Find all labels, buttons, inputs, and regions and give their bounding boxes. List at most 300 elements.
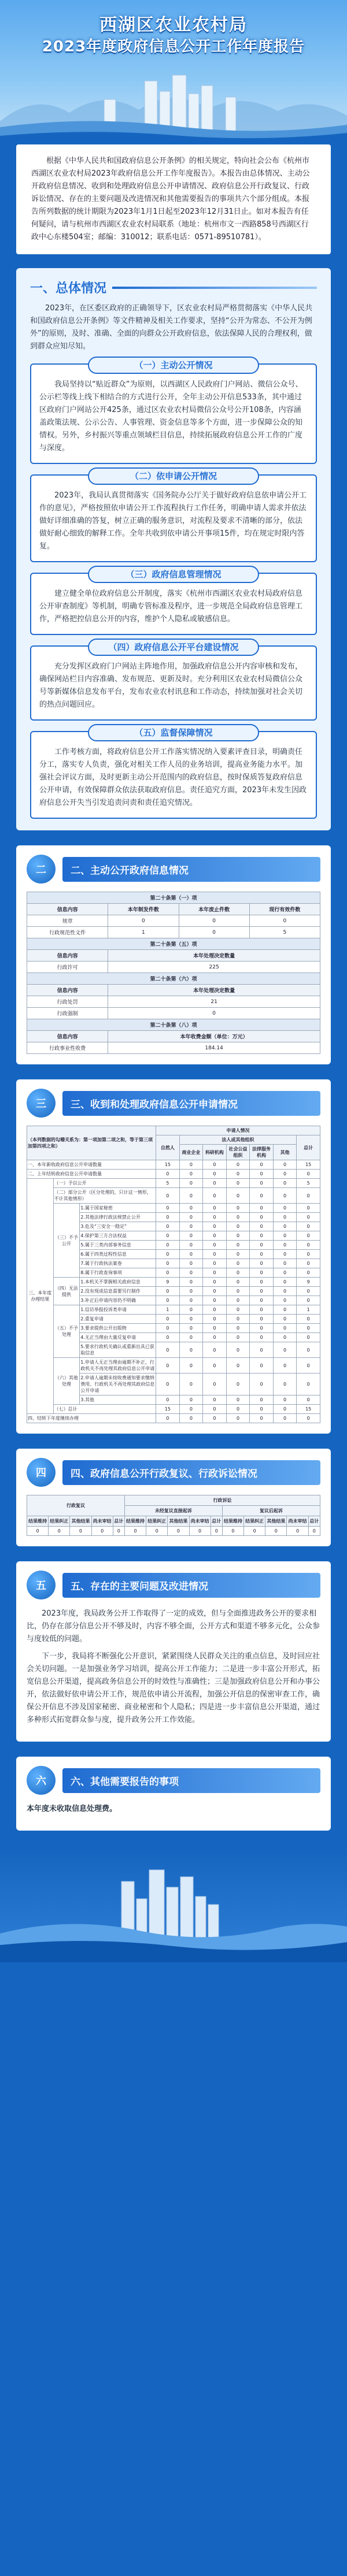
cell: 0	[179, 1213, 203, 1222]
cell: 0	[156, 1342, 180, 1358]
cell: 0	[226, 1213, 250, 1222]
cell: 0	[179, 1315, 203, 1324]
section-number-badge: 五	[27, 1571, 56, 1599]
cell: 0	[168, 1527, 189, 1536]
cell: 9	[297, 1278, 320, 1287]
cell: 行政规范性文件	[27, 927, 108, 938]
cell: 0	[297, 1241, 320, 1250]
active-disclosure-table	[27, 892, 320, 1054]
cell: 1	[108, 927, 179, 938]
cell: 0	[156, 1231, 180, 1241]
cell: 0	[203, 1405, 227, 1414]
cell: 0	[273, 1333, 297, 1342]
cell: 0	[297, 1259, 320, 1268]
card-active-disclosure	[30, 360, 317, 464]
cell: 0	[250, 1374, 274, 1395]
cell: 15	[156, 1405, 180, 1414]
card-text: 我局坚持以“贴近群众”为原则，以西湖区人民政府门户网站、微信公众号、公示栏等线上线下相结合的方式进行公开，全年主动公开信息533条，其中通过区政府门户网站公开425条，通过区农业农村局微信公众号公开108条，内容涵盖政策法规、公示公告、人事管理、资金信息等多个方面，进一步保障公众的知情权。另外，乡村振兴等重点领域栏目信息，持续拓展政府信息公开工作的广度与深度。	[39, 380, 303, 452]
row-label: 3.危及“三安全一稳定”	[80, 1222, 156, 1231]
cell: 0	[203, 1315, 227, 1324]
row-label: 7.属于行政执法案卷	[80, 1259, 156, 1268]
cell: 0	[179, 1333, 203, 1342]
row-label: 6.属于四类过程性信息	[80, 1250, 156, 1259]
cell: 0	[156, 1213, 180, 1222]
cell: 0	[273, 1358, 297, 1374]
cell: 0	[203, 1188, 227, 1204]
cell: 0	[156, 1170, 180, 1179]
cell: 0	[273, 1188, 297, 1204]
section-paragraph: 2023年度，我局政务公开工作取得了一定的成效，但与全面推进政务公开的要求相比，仍存在部分信息公开不够及时，内容不够全面，公开方式和渠道不够多元化，公众参与度较低的问题。	[27, 1609, 320, 1643]
col-header: 本年制发件数	[108, 904, 179, 915]
banner-title-report: 2023年度政府信息公开工作年度报告	[42, 38, 305, 55]
cell: 0	[250, 1222, 274, 1231]
col-header: 信息内容	[27, 904, 108, 915]
cell: 0	[273, 1374, 297, 1395]
cell: 0	[156, 1250, 180, 1259]
cell: 0	[273, 1414, 297, 1423]
cell: 0	[273, 1170, 297, 1179]
cell: 0	[226, 1358, 250, 1374]
cell: 0	[250, 1414, 274, 1423]
cell: 0	[273, 1395, 297, 1405]
col-header: 尚未审结	[287, 1516, 308, 1527]
row-group-label: （三）不予公开	[53, 1204, 80, 1278]
cell: 0	[226, 1268, 250, 1278]
cell: 0	[297, 1333, 320, 1342]
row-label: 2.申请人逾期未按收费通知要求缴纳费用、行政机关不再处理其政府信息公开申请	[80, 1374, 156, 1395]
col-header: 复议后起诉	[222, 1506, 320, 1516]
row-label: 2.其他法律行政法规禁止公开	[80, 1213, 156, 1222]
col-header: 本年废止件数	[179, 904, 249, 915]
cell: 0	[124, 1527, 146, 1536]
row-label: 2.没有现成信息需要另行制作	[80, 1287, 156, 1296]
cell: 0	[179, 1259, 203, 1268]
row-label: 4.保护第三方合法权益	[80, 1231, 156, 1241]
cell: 0	[250, 1231, 274, 1241]
cell: 0	[273, 1204, 297, 1213]
cell: 15	[297, 1160, 320, 1170]
row-group-label: （五）不予处理	[53, 1305, 80, 1358]
col-header: 其他结果	[168, 1516, 189, 1527]
col-header: 本年处理决定数量	[108, 950, 320, 962]
card-title: （一）主动公开情况	[88, 357, 260, 374]
row-label: 二、上年结转政府信息公开申请数量	[27, 1170, 156, 1179]
cell: 0	[226, 1324, 250, 1333]
cell: 0	[250, 1188, 274, 1204]
table-row	[27, 1008, 320, 1019]
cell: 0	[179, 1296, 203, 1305]
table-row	[27, 962, 320, 973]
cell: 0	[156, 1358, 180, 1374]
cell: 0	[203, 1374, 227, 1395]
table-row	[27, 1358, 320, 1374]
cell: 0	[146, 1527, 168, 1536]
cell: 0	[226, 1342, 250, 1358]
cell: 0	[226, 1241, 250, 1250]
cell: 21	[108, 996, 320, 1008]
cell: 0	[179, 1188, 203, 1204]
col-header: 申请人情况	[156, 1126, 320, 1135]
cell: 0	[273, 1222, 297, 1231]
cell: 5	[297, 1179, 320, 1188]
col-header: 行政复议	[27, 1495, 125, 1516]
col-header: 结果纠正	[146, 1516, 168, 1527]
cell: 0	[179, 1358, 203, 1374]
section-heading	[27, 1458, 320, 1487]
report-introduction	[16, 144, 331, 254]
section-title: 四、政府信息公开行政复议、行政诉讼情况	[62, 1460, 320, 1485]
table-row	[27, 1179, 320, 1188]
cell: 0	[203, 1160, 227, 1170]
table-row	[27, 996, 320, 1008]
col-header: 结果纠正	[49, 1516, 70, 1527]
cell: 0	[226, 1160, 250, 1170]
cell: 0	[27, 1527, 49, 1536]
row-label: 3.要求提供公开出版物	[80, 1324, 156, 1333]
card-text: 2023年，我局认真贯彻落实《国务院办公厅关于做好政府信息依申请公开工作的意见》，严格按照依申请公开工作流程执行工作任务，明确申请人需求并依法做好详细准确的答复，树立正确的服务意识，对流程及要求不清晰的部分，依法做好耐心细致的解释工作。全年共收到依申请公开事项15件，均在规定时限内答复。	[39, 491, 307, 551]
cell: 0	[273, 1250, 297, 1259]
cell: 0	[250, 1179, 274, 1188]
cell: 0	[297, 1222, 320, 1231]
cell: 0	[297, 1395, 320, 1405]
cell: 0	[273, 1278, 297, 1287]
cell: 0	[297, 1296, 320, 1305]
cell: 0	[250, 1241, 274, 1250]
cell: 0	[203, 1268, 227, 1278]
cell: 规章	[27, 915, 108, 927]
cell: 0	[244, 1527, 265, 1536]
col-header: 总计	[308, 1516, 320, 1527]
cell: 0	[297, 1231, 320, 1241]
cell: 0	[250, 1259, 274, 1268]
cell: 0	[156, 1414, 180, 1423]
cell: 0	[273, 1324, 297, 1333]
cell: 0	[297, 1287, 320, 1296]
cell: 0	[108, 1008, 320, 1019]
cell: 0	[156, 1324, 180, 1333]
section-problems-improvements	[16, 1561, 331, 1742]
cell: 0	[297, 1213, 320, 1222]
col-header: 信息内容	[27, 985, 108, 996]
cell: 0	[297, 1358, 320, 1374]
col-header: 科研机构	[203, 1145, 227, 1160]
section-paragraph: 下一步，我局将不断强化公开意识，紧紧围绕人民群众关注的重点信息，及时回应社会关切问题。一是加强业务学习培训，提高公开工作能力；二是进一步丰富公开形式，拓宽信息公开渠道，提高政务信息公开的时效性与准确性；三是加强政府信息公开和办事公开，依法做好依申请公开工作，规范依申请公开流程，加强公开信息的保密审查工作，确保公开信息不涉及国家秘密、商业秘密和个人隐私；四是进一步丰富信息公开渠道，通过多种形式拓宽群众参与度，提升政务公开工作效能。	[27, 1652, 320, 1724]
cell: 0	[226, 1333, 250, 1342]
col-header: 现行有效件数	[249, 904, 320, 915]
cell: 0	[156, 1204, 180, 1213]
cell: 0	[250, 1405, 274, 1414]
cell: 0	[179, 1204, 203, 1213]
cell: 0	[49, 1527, 70, 1536]
cell: 0	[203, 1324, 227, 1333]
section-title: 三、收到和处理政府信息公开申请情况	[62, 1091, 320, 1116]
review-litigation-table	[27, 1495, 320, 1536]
table-row	[27, 1305, 320, 1315]
col-header: 信息内容	[27, 1031, 108, 1042]
report-footer	[0, 1847, 347, 1962]
cell: 0	[226, 1305, 250, 1315]
col-header: 结果维持	[222, 1516, 243, 1527]
col-header: 商业企业	[179, 1145, 203, 1160]
cell: 0	[179, 1305, 203, 1315]
col-header: 结果维持	[27, 1516, 49, 1527]
row-group-label: （六）其他处理	[53, 1358, 80, 1405]
col-header: 本年收费金额（单位：万元）	[108, 1031, 320, 1042]
table-row	[27, 1042, 320, 1054]
table-corner-note: （本列数据的勾稽关系为：第一项加第二项之和，等于第三项加第四项之和）	[27, 1126, 156, 1160]
section-number-badge: 六	[27, 1766, 56, 1795]
section-number-badge: 四	[27, 1458, 56, 1487]
row-label: （二）部分公开（区分处理的，只计这一情形，不计其他情形）	[53, 1188, 156, 1204]
cell: 0	[226, 1170, 250, 1179]
cell: 0	[250, 1278, 274, 1287]
cell: 0	[250, 1213, 274, 1222]
cell: 0	[250, 1204, 274, 1213]
table-row	[27, 1170, 320, 1179]
cell: 0	[273, 1287, 297, 1296]
cell: 0	[250, 1358, 274, 1374]
row-label: 1.申请人无正当理由逾期不补正、行政机关不再处理其政府信息公开申请	[80, 1358, 156, 1374]
col-header: 总计	[297, 1135, 320, 1160]
table-row	[27, 915, 320, 927]
table-subheader: 第二十条第（五）项	[27, 938, 320, 950]
table-subheader: 第二十条第（八）项	[27, 1019, 320, 1031]
col-header: 社会公益组织	[226, 1145, 250, 1160]
row-label: 1.属于国家秘密	[80, 1204, 156, 1213]
cell: 0	[203, 1250, 227, 1259]
col-header: 本年处理决定数量	[108, 985, 320, 996]
cell: 0	[250, 1250, 274, 1259]
cell: 0	[273, 1213, 297, 1222]
cell: 0	[203, 1204, 227, 1213]
cell: 0	[297, 1268, 320, 1278]
cell: 行政事业性收费	[27, 1042, 108, 1054]
cell: 0	[203, 1305, 227, 1315]
row-label: （一）予以公开	[53, 1179, 156, 1188]
cell: 0	[203, 1296, 227, 1305]
table-subheader: 第二十条第（六）项	[27, 973, 320, 985]
cell: 0	[226, 1204, 250, 1213]
section-title: 六、其他需要报告的事项	[62, 1768, 320, 1793]
table-row	[27, 1188, 320, 1204]
cell: 0	[226, 1259, 250, 1268]
cell: 0	[250, 1395, 274, 1405]
col-header: 法人或其他组织	[179, 1135, 297, 1145]
col-header: 其他结果	[70, 1516, 91, 1527]
cell: 0	[179, 1222, 203, 1231]
intro-paragraph: 根据《中华人民共和国政府信息公开条例》的相关规定，特向社会公布《杭州市西湖区农业农村局2023年政府信息公开工作年度报告》。本报告由总体情况、主动公开政府信息情况、收到和处理政府信息公开申请情况、政府信息公开行政复议、行政诉讼情况、存在的主要问题及改进情况和其他需要报告的事项共六个部分组成。本报告所列数据的统计期限为2023年1月1日起至2023年12月31日止。如对本报告有任何疑问，请与杭州市西湖区农业农村局联系（地址：杭州市文一西路858号西湖区行政中心东楼504室；邮编：310012；联系电话：0571-89510781）。	[31, 157, 310, 242]
section-heading	[27, 1571, 320, 1599]
row-label: 5.属于三类内部事务信息	[80, 1241, 156, 1250]
cell: 0	[156, 1395, 180, 1405]
cell: 0	[179, 927, 249, 938]
cell: 0	[113, 1527, 124, 1536]
section-request-handling	[16, 1079, 331, 1434]
card-text: 充分发挥区政府门户网站主阵地作用，加强政府信息公开内容审核和发布，确保网站栏目内容准确、发布规范、更新及时。充分利用区农业农村局微信公众号等新媒体信息发布平台，发布农业农村讯息和工作动态，持续加强对社会关切的热点问题回应。	[39, 662, 303, 709]
row-label: （七）总计	[53, 1405, 156, 1414]
table-row	[27, 1527, 320, 1536]
row-label: 2.重复申请	[80, 1315, 156, 1324]
cell: 0	[179, 1374, 203, 1395]
col-header: 结果维持	[124, 1516, 146, 1527]
cell: 0	[179, 1278, 203, 1287]
cell: 行政处罚	[27, 996, 108, 1008]
section-other-matters	[16, 1757, 331, 1831]
heading-divider	[112, 287, 317, 289]
cell: 0	[70, 1527, 91, 1536]
cell: 15	[297, 1405, 320, 1414]
cell: 0	[156, 1241, 180, 1250]
section-heading	[27, 1766, 320, 1795]
cell: 0	[273, 1179, 297, 1188]
col-header: 法律服务机构	[250, 1145, 274, 1160]
col-header: 尚未审结	[189, 1516, 211, 1527]
cell: 0	[203, 1179, 227, 1188]
table-subheader: 第二十条第（一）项	[27, 892, 320, 904]
section-heading	[27, 855, 320, 884]
cell: 0	[203, 1342, 227, 1358]
cell: 0	[273, 1342, 297, 1358]
cell: 0	[297, 1188, 320, 1204]
city-skyline-illustration	[0, 1847, 347, 1962]
cell: 1	[156, 1305, 180, 1315]
section-number-badge: 二	[27, 855, 56, 884]
cell: 0	[226, 1188, 250, 1204]
card-title: （三）政府信息管理情况	[88, 566, 260, 583]
table-row	[27, 1160, 320, 1170]
section-overview	[16, 268, 331, 830]
cell: 0	[156, 1296, 180, 1305]
overview-heading-text: 一、总体情况	[30, 281, 107, 296]
card-request-disclosure	[30, 471, 317, 562]
cell: 0	[265, 1527, 287, 1536]
section-title: 二、主动公开政府信息情况	[62, 857, 320, 882]
cell: 0	[287, 1527, 308, 1536]
cell: 0	[273, 1268, 297, 1278]
cell: 0	[273, 1241, 297, 1250]
section-review-litigation	[16, 1449, 331, 1546]
cell: 0	[250, 1342, 274, 1358]
cell: 0	[203, 1395, 227, 1405]
request-table-body	[27, 1160, 320, 1423]
cell: 0	[156, 1287, 180, 1296]
cell: 0	[156, 1268, 180, 1278]
card-text: 工作考核方面，将政府信息公开工作落实情况纳入要素评查目录，明确责任分工，落实专人负责，强化对相关工作人员的业务培训，提高业务能力水平。加强社会评议方面，及时更新主动公开范围内的政府信息，按时保质答复政府信息公开申请，有效保障群众依法获取政府信息。责任追究方面，2023年未发生因政府信息公开失当引发追责问责和责任追究情况。	[39, 748, 307, 807]
cell: 0	[203, 1231, 227, 1241]
cell: 0	[297, 1204, 320, 1213]
row-group-label: （四）无法提供	[53, 1278, 80, 1305]
cell: 0	[250, 1287, 274, 1296]
cell: 0	[179, 1160, 203, 1170]
cell: 0	[91, 1527, 113, 1536]
cell: 0	[179, 1179, 203, 1188]
cell: 0	[156, 1374, 180, 1395]
card-title: （二）依申请公开情况	[88, 467, 260, 485]
col-header: 未经复议直接起诉	[124, 1506, 222, 1516]
section-title: 五、存在的主要问题及改进情况	[62, 1573, 320, 1598]
cell: 0	[226, 1315, 250, 1324]
card-supervision	[30, 727, 317, 819]
cell: 0	[226, 1278, 250, 1287]
cell: 0	[179, 915, 249, 927]
section-heading	[27, 1089, 320, 1118]
cell: 0	[297, 1374, 320, 1395]
cell: 0	[203, 1213, 227, 1222]
cell: 0	[273, 1259, 297, 1268]
cell: 0	[203, 1259, 227, 1268]
cell: 0	[179, 1324, 203, 1333]
cell: 0	[179, 1231, 203, 1241]
row-label: 1.信访举报投诉类申请	[80, 1305, 156, 1315]
cell: 0	[297, 1414, 320, 1423]
cell: 0	[297, 1324, 320, 1333]
row-label: 1.本机关不掌握相关政府信息	[80, 1278, 156, 1287]
cell: 0	[226, 1179, 250, 1188]
cell: 0	[156, 1222, 180, 1231]
cell: 0	[226, 1374, 250, 1395]
cell: 0	[179, 1287, 203, 1296]
cell: 0	[179, 1414, 203, 1423]
cell: 0	[179, 1268, 203, 1278]
cell: 0	[250, 1160, 274, 1170]
row-label: 4.无正当理由大量反复申请	[80, 1333, 156, 1342]
cell: 0	[226, 1405, 250, 1414]
cell: 0	[203, 1170, 227, 1179]
card-text: 建立健全单位政府信息公开制度，落实《杭州市西湖区农业农村局政府信息公开审查制度》等机制，明确专管标准及程序，进一步规范全局政府信息管理工作，严格把控信息公开的内容，维护个人隐私或敏感信息。	[39, 589, 303, 623]
cell: 0	[179, 1250, 203, 1259]
section-paragraph: 本年度未收取信息处理费。	[27, 1805, 117, 1813]
overview-heading	[30, 279, 317, 296]
table-row	[27, 1278, 320, 1287]
cell: 行政许可	[27, 962, 108, 973]
cell: 0	[226, 1296, 250, 1305]
cell: 0	[273, 1405, 297, 1414]
row-label: 3.其他	[80, 1395, 156, 1405]
cell: 0	[273, 1231, 297, 1241]
cell: 0	[226, 1287, 250, 1296]
cell: 0	[203, 1278, 227, 1287]
col-header: 尚未审结	[91, 1516, 113, 1527]
cell: 225	[108, 962, 320, 973]
cell: 0	[203, 1287, 227, 1296]
city-skyline-illustration	[0, 58, 347, 144]
table-row	[27, 1414, 320, 1423]
cell: 0	[250, 1268, 274, 1278]
cell: 0	[226, 1395, 250, 1405]
cell: 0	[156, 1315, 180, 1324]
card-platform-construction	[30, 642, 317, 721]
cell: 0	[179, 1405, 203, 1414]
cell: 0	[250, 1324, 274, 1333]
row-label: 8.属于行政查询事项	[80, 1268, 156, 1278]
col-header: 结果纠正	[244, 1516, 265, 1527]
col-header: 其他	[273, 1145, 297, 1160]
cell: 0	[211, 1527, 222, 1536]
table-row	[27, 1405, 320, 1414]
cell: 0	[179, 1395, 203, 1405]
table-row	[27, 927, 320, 938]
cell: 0	[203, 1414, 227, 1423]
cell: 0	[108, 915, 179, 927]
col-header: 自然人	[156, 1135, 180, 1160]
card-info-management	[30, 569, 317, 635]
cell: 0	[156, 1333, 180, 1342]
cell: 0	[226, 1250, 250, 1259]
cell: 0	[250, 1170, 274, 1179]
cell: 0	[297, 1315, 320, 1324]
cell: 0	[250, 1333, 274, 1342]
cell: 5	[249, 927, 320, 938]
